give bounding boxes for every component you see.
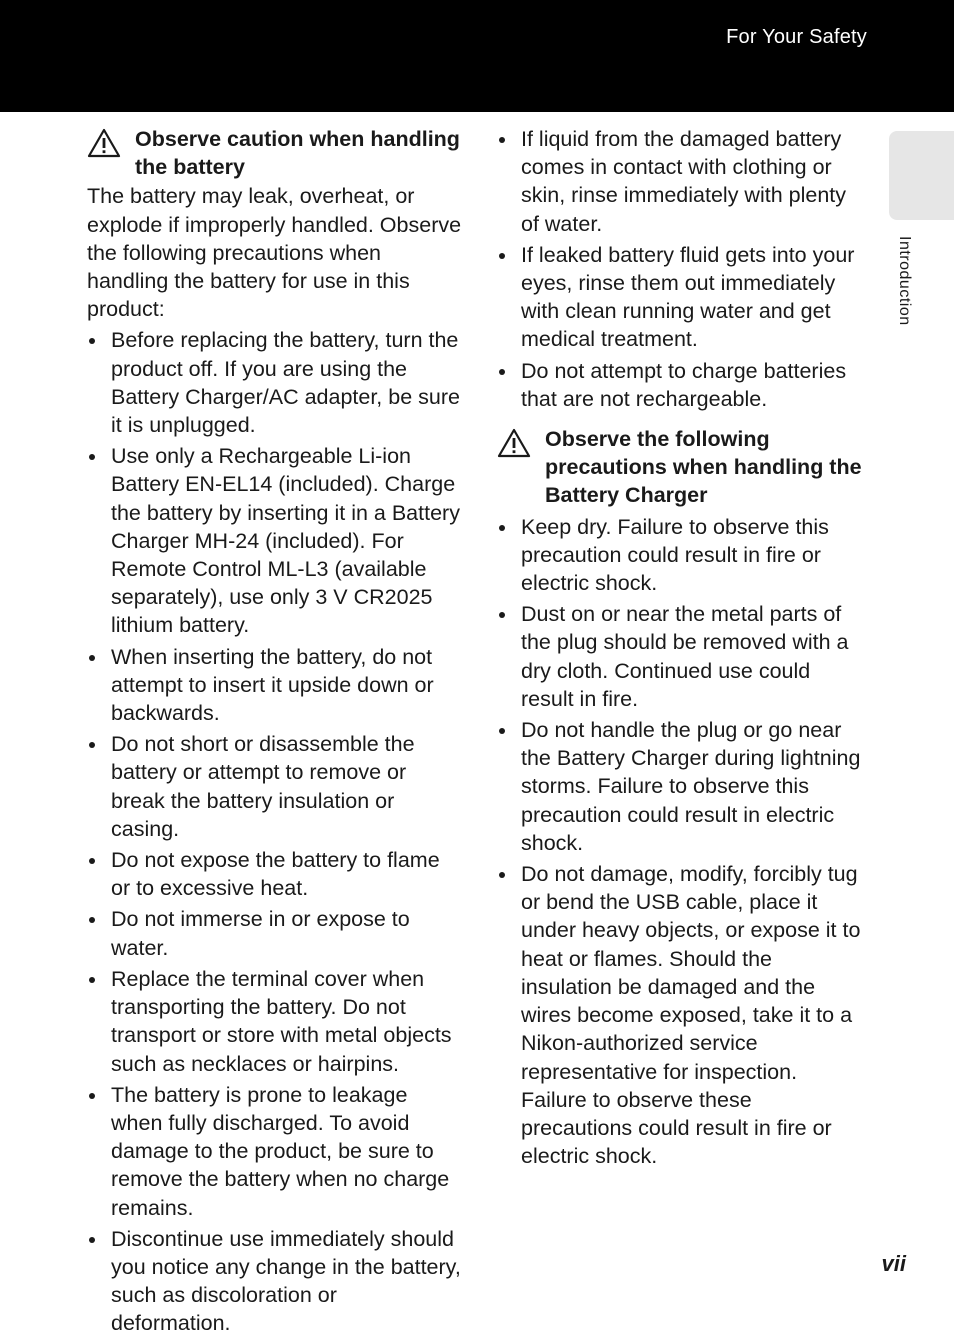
list-item: Replace the terminal cover when transporting the battery. Do not transport or store with metal objects such as necklaces or hairpins. xyxy=(87,965,462,1078)
list-item: The battery is prone to leakage when fully discharged. To avoid damage to the product, be sure to remove the battery when no charge remains. xyxy=(87,1081,462,1222)
list-item: Discontinue use immediately should you notice any change in the battery, such as discoloration or deformation. xyxy=(87,1225,462,1338)
right-column xyxy=(497,125,867,1173)
list-item: Before replacing the battery, turn the product off. If you are using the Battery Charger/AC adapter, be sure it is unplugged. xyxy=(87,326,462,439)
charger-caution-heading xyxy=(497,425,867,510)
battery-caution-heading xyxy=(87,125,462,181)
list-item: Do not attempt to charge batteries that are not rechargeable. xyxy=(497,357,867,413)
list-item: When inserting the battery, do not attempt to insert it upside down or backwards. xyxy=(87,643,462,728)
header-bar xyxy=(0,0,954,112)
side-tab xyxy=(889,131,954,220)
list-item: Do not handle the plug or go near the Battery Charger during lightning storms. Failure to observe this precaution could result in electric shock. xyxy=(497,716,867,857)
battery-precautions-list-continued xyxy=(497,125,867,413)
warning-icon xyxy=(87,128,121,158)
list-item: If leaked battery fluid gets into your eyes, rinse them out immediately with clean running water and get medical treatment. xyxy=(497,241,867,354)
warning-icon xyxy=(497,428,531,458)
list-item: Keep dry. Failure to observe this precaution could result in fire or electric shock. xyxy=(497,513,867,598)
list-item: Do not short or disassemble the battery or attempt to remove or break the battery insulation or casing. xyxy=(87,730,462,843)
list-item: Use only a Rechargeable Li-ion Battery EN-EL14 (included). Charge the battery by inserting it in a Battery Charger MH-24 (included). For Remote Control ML-L3 (available separately), use only 3 V CR2025 lithium battery. xyxy=(87,442,462,639)
heading-text: Observe caution when handling the battery xyxy=(135,127,460,180)
side-tab-label: Introduction xyxy=(896,236,913,326)
page-number: vii xyxy=(881,1251,906,1276)
list-item: Do not immerse in or expose to water. xyxy=(87,905,462,961)
battery-intro-text: The battery may leak, overheat, or explode if improperly handled. Observe the following precautions when handling the battery for use in this product: xyxy=(87,184,462,322)
left-column xyxy=(87,125,462,1341)
battery-precautions-list xyxy=(87,326,462,1337)
list-item: Dust on or near the metal parts of the plug should be removed with a dry cloth. Continued use could result in fire. xyxy=(497,600,867,713)
list-item: If liquid from the damaged battery comes in contact with clothing or skin, rinse immediately with plenty of water. xyxy=(497,125,867,238)
list-item: Do not damage, modify, forcibly tug or bend the USB cable, place it under heavy objects, or expose it to heat or flames. Should the insulation be damaged and the wires become exposed, take it to a Nikon-authorized service representative for inspection. Failure to observe these precautions could result in fire or electric shock. xyxy=(497,860,867,1170)
section-title: For Your Safety xyxy=(726,26,867,48)
heading-text: Observe the following precautions when handling the Battery Charger xyxy=(545,427,862,508)
list-item: Do not expose the battery to flame or to excessive heat. xyxy=(87,846,462,902)
charger-precautions-list xyxy=(497,513,867,1171)
